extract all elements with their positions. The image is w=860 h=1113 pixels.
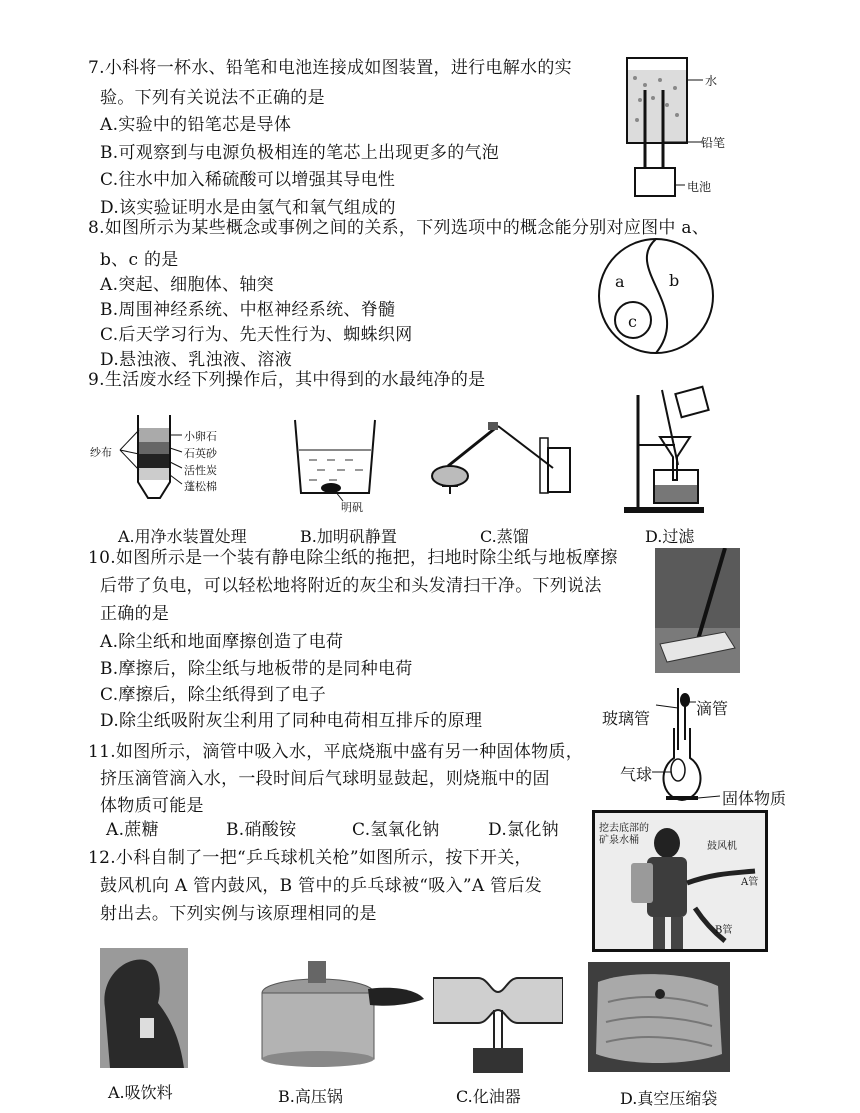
- q11-stem-line1: 11.如图所示，滴管中吸入水，平底烧瓶中盛有另一种固体物质，: [88, 742, 584, 762]
- q10-option-c: C.摩擦后，除尘纸得到了电子: [100, 685, 327, 705]
- q8-label-c: c: [628, 312, 637, 331]
- q7-stem-line2: 验。下列有关说法不正确的是: [100, 88, 325, 108]
- q9-alum-label: 明矾: [341, 501, 363, 514]
- q12-bucket-label-line2: 矿泉水桶: [599, 835, 639, 846]
- q9-filter-device-figure: [90, 410, 270, 510]
- q11-option-c: C.氢氧化钠: [352, 820, 440, 840]
- q11-dropper-label: 滴管: [696, 699, 729, 718]
- q12-option-d: D.真空压缩袋: [620, 1089, 718, 1108]
- q10-stem-line3: 正确的是: [100, 604, 170, 624]
- q9-sand-label: 石英砂: [184, 447, 217, 460]
- q9-carbon-label: 活性炭: [184, 464, 217, 477]
- q10-option-a: A.除尘纸和地面摩擦创造了电荷: [100, 632, 344, 652]
- q9-option-b: B.加明矾静置: [300, 527, 397, 546]
- q11-flask-figure: [598, 680, 798, 810]
- q8-concept-diagram: [593, 238, 723, 358]
- q7-electrolysis-figure: [615, 50, 755, 210]
- q10-stem-line1: 10.如图所示是一个装有静电除尘纸的拖把，扫地时除尘纸与地板摩擦: [88, 548, 618, 568]
- q11-balloon-label: 气球: [620, 765, 653, 784]
- q12-stem-line1: 12.小科自制了一把“乒乓球机关枪”如图所示，按下开关，: [88, 848, 532, 868]
- q10-stem-line2: 后带了负电，可以轻松地将附近的灰尘和头发清扫干净。下列说法: [100, 576, 602, 596]
- q12-stem-line3: 射出去。下列实例与该原理相同的是: [100, 904, 377, 924]
- q9-option-c: C.蒸馏: [480, 527, 529, 546]
- q9-distillation-figure: [428, 398, 598, 498]
- q8-stem-line2: b、c 的是: [100, 250, 179, 270]
- q7-stem-line1: 7.小科将一杯水、铅笔和电池连接成如图装置，进行电解水的实: [88, 58, 572, 78]
- q12-option-c: C.化油器: [456, 1087, 521, 1106]
- q7-pencil-label: 铅笔: [701, 136, 726, 150]
- q9-option-a: A.用净水装置处理: [118, 527, 247, 546]
- q12-option-a: A.吸饮料: [108, 1083, 173, 1102]
- q9-pebble-label: 小卵石: [184, 430, 217, 443]
- q8-label-b: b: [669, 271, 680, 290]
- q9-gauze-label: 纱布: [90, 446, 112, 459]
- q11-glass-tube-label: 玻璃管: [602, 709, 651, 728]
- q7-option-a: A.实验中的铅笔芯是导体: [100, 115, 292, 135]
- q12-gun-photo: [592, 810, 768, 952]
- q9-alum-beaker-figure: [285, 415, 395, 515]
- q8-option-d: D.悬浊液、乳浊液、溶液: [100, 350, 293, 370]
- q8-option-b: B.周围神经系统、中枢神经系统、脊髓: [100, 300, 396, 320]
- q7-water-label: 水: [705, 74, 718, 88]
- q11-option-b: B.硝酸铵: [226, 820, 297, 840]
- q12-bucket-label-line1: 挖去底部的: [599, 823, 649, 834]
- q12-drinking-photo: [100, 948, 188, 1068]
- q11-solid-label: 固体物质: [722, 789, 787, 808]
- q12-vacuum-bag-photo: [588, 962, 730, 1072]
- q12-tube-b-label: B管: [715, 925, 733, 936]
- q8-option-c: C.后天学习行为、先天性行为、蜘蛛织网: [100, 325, 413, 345]
- q12-tube-a-label: A管: [741, 877, 759, 888]
- q12-pressure-cooker-photo: [258, 955, 428, 1067]
- q10-option-d: D.除尘纸吸附灰尘利用了同种电荷相互排斥的原理: [100, 711, 483, 731]
- q7-option-d: D.该实验证明水是由氢气和氧气组成的: [100, 198, 396, 218]
- q12-stem-line2: 鼓风机向 A 管内鼓风，B 管中的乒乓球被“吸入”A 管后发: [100, 876, 543, 896]
- q11-option-a: A.蔗糖: [106, 820, 159, 840]
- q10-mop-photo: [655, 548, 740, 673]
- q9-option-d: D.过滤: [645, 527, 695, 546]
- q9-filtration-figure: [620, 385, 730, 515]
- q11-stem-line3: 体物质可能是: [100, 796, 204, 816]
- q8-label-a: a: [615, 272, 625, 291]
- q8-option-a: A.突起、细胞体、轴突: [100, 275, 274, 295]
- q7-option-c: C.往水中加入稀硫酸可以增强其导电性: [100, 170, 396, 190]
- q12-blower-label: 鼓风机: [707, 841, 737, 852]
- q8-stem-line1: 8.如图所示为某些概念或事例之间的关系，下列选项中的概念能分别对应图中 a、: [88, 218, 710, 238]
- q9-cotton-label: 蓬松棉: [184, 480, 217, 493]
- q12-option-b: B.高压锅: [278, 1087, 343, 1106]
- q10-option-b: B.摩擦后，除尘纸与地板带的是同种电荷: [100, 659, 413, 679]
- q7-battery-label: 电池: [687, 180, 712, 194]
- q12-carburetor-photo: [433, 968, 563, 1080]
- q11-stem-line2: 挤压滴管滴入水，一段时间后气球明显鼓起，则烧瓶中的固: [100, 769, 550, 789]
- q9-stem: 9.生活废水经下列操作后，其中得到的水最纯净的是: [88, 370, 486, 390]
- q7-option-b: B.可观察到与电源负极相连的笔芯上出现更多的气泡: [100, 143, 500, 163]
- q11-option-d: D.氯化钠: [488, 820, 559, 840]
